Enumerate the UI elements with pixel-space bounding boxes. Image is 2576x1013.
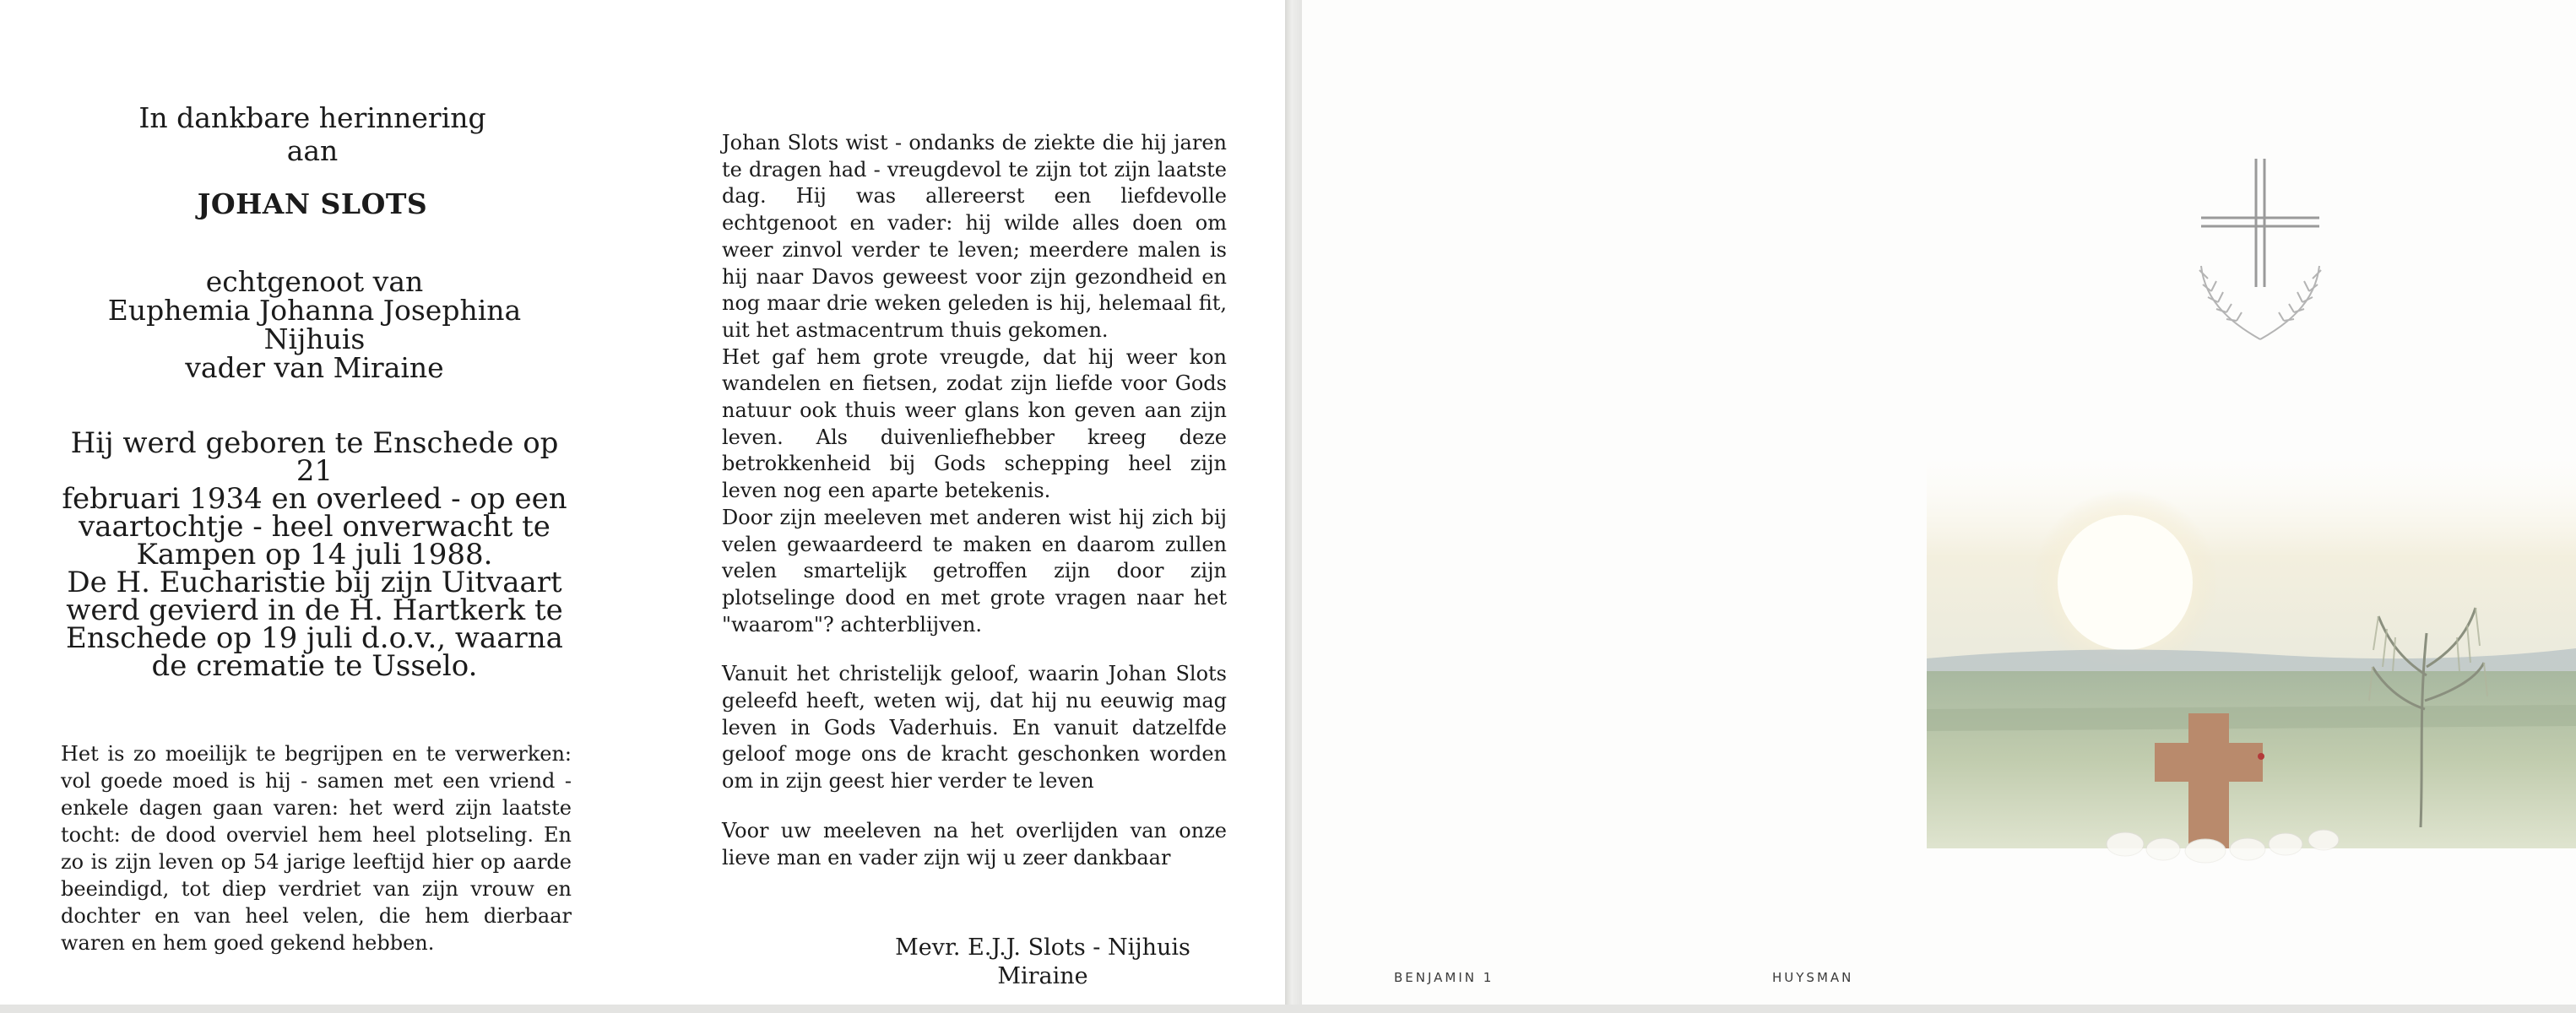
landscape-illustration: [1927, 456, 2576, 886]
signature: [853, 934, 1233, 991]
memorial-paragraph: Het is zo moeilijk te begrijpen en te verwerken: vol goede moed is hij - samen met een vriend - enkele dagen gaan varen: het werd zijn laatste tocht: de dood overviel hem heel plotseling. En zo is zijn leven op 54 jarige leeftijd hier op aarde beeindigd, tot diep verdriet van zijn vrouw en dochter en van heel velen, die hem dierbaar waren en hem goed gekend hebben.: [61, 742, 572, 955]
printer-code: BENJAMIN 1: [1394, 970, 1494, 985]
signature-line: Mevr. E.J.J. Slots - Nijhuis: [895, 934, 1190, 961]
relations: [84, 265, 545, 384]
signature-line: Miraine: [997, 963, 1088, 989]
cross-with-palm-icon: [2184, 152, 2336, 355]
birth-line: Enschede op 19 juli d.o.v., waarna: [66, 621, 563, 655]
memorial-paragraph: Door zijn meeleven met anderen wist hij zich bij velen gewaardeerd te maken en daarom zullen velen smartelijk getroffen zijn door zijn plotselinge dood en met grote vragen naar het "waarom"? achterblijven.: [722, 505, 1227, 637]
relation-line: vader van Miraine: [185, 351, 444, 384]
memorial-paragraph: Johan Slots wist - ondanks de ziekte die hij jaren te dragen had - vreugdevol te zijn tot zijn laatste dag. Hij was allereerst een liefdevolle echtgenoot en vader: hij wilde alles doen om weer zinvol verder te leven; meerdere malen is hij naar Davos geweest voor zijn gezondheid en nog maar drie weken geleden is hij, helemaal fit, uit het astmacentrum thuis gekomen.: [722, 131, 1227, 342]
memorial-paragraph: Vanuit het christelijk geloof, waarin Johan Slots geleefd heeft, weten wij, dat hij nu eeuwig mag leven in Gods Vaderhuis. En vanuit datzelfde geloof moge ons de kracht geschonken worden om in zijn geest hier verder te leven: [722, 662, 1227, 794]
birth-line: Hij werd geboren te Enschede op 21: [70, 426, 559, 488]
right-page: [1302, 0, 2576, 1013]
relation-line: echtgenoot van: [205, 265, 424, 298]
memorial-text-column: [722, 130, 1227, 871]
deceased-name: JOHAN SLOTS: [197, 187, 428, 220]
thanks-paragraph: Voor uw meeleven na het overlijden van onze lieve man en vader zijn wij u zeer dankbaar: [722, 818, 1227, 869]
intro-line: In dankbare herinnering aan: [138, 101, 486, 167]
birth-death-text: [59, 426, 570, 683]
memorial-paragraph: Het gaf hem grote vreugde, dat hij weer kon wandelen en fietsen, zodat zijn liefde voor Gods natuur ook thuis weer glans kon geven aan zijn leven. Als duivenliefhebber kreeg deze betrokkenheid bij Gods schepping heel zijn leven nog een aparte betekenis.: [722, 344, 1227, 503]
birth-line: werd gevierd in de H. Hartkerk te: [66, 593, 563, 627]
birth-line: Kampen op 14 juli 1988.: [136, 538, 493, 572]
left-page: [0, 0, 1285, 1013]
birth-line: De H. Eucharistie bij zijn Uitvaart: [67, 566, 562, 599]
relation-line: Euphemia Johanna Josephina: [107, 294, 522, 327]
birth-line: februari 1934 en overleed - op een: [62, 482, 567, 516]
relation-line: Nijhuis: [263, 322, 366, 355]
card-bottom-edge: [0, 1005, 2576, 1013]
birth-line: vaartochtje - heel onverwacht te: [79, 510, 550, 544]
card-fold: [1285, 0, 1302, 1013]
birth-line: de crematie te Usselo.: [151, 649, 478, 683]
printer-name: HUYSMAN: [1772, 970, 1854, 985]
